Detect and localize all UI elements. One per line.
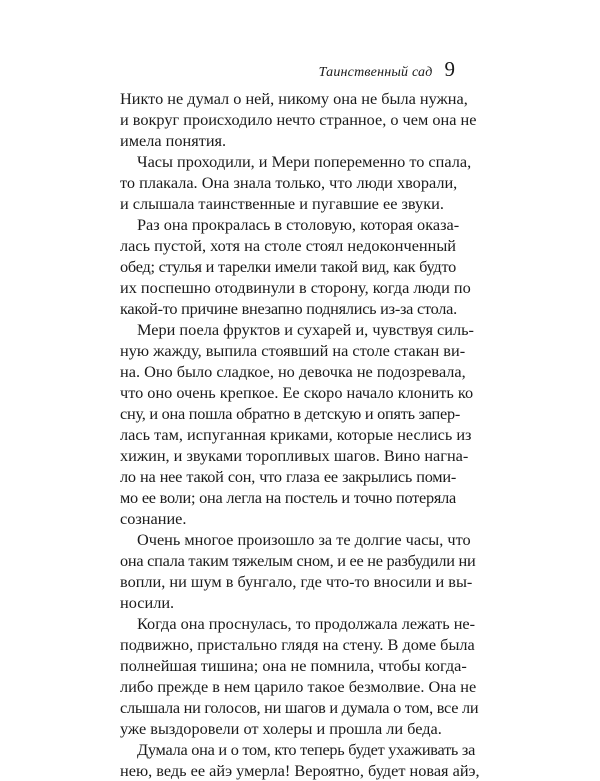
page-number: 9: [444, 57, 455, 81]
text-line: Раз она прокралась в столовую, которая оказа-: [137, 215, 460, 234]
text-line: вопли, ни шум в бунгало, где что-то вносили и вы-: [120, 572, 473, 591]
text-line: обед; стулья и тарелки имели такой вид, как будто: [120, 257, 456, 276]
text-line: хижин, и звуками торопливых шагов. Вино нагна-: [120, 446, 469, 465]
text-line: сну, и она пошла обратно в детскую и опять запер-: [120, 404, 461, 423]
text-line: ло на нее такой сон, что глаза ее закрылись поми-: [120, 467, 456, 486]
text-line: их поспешно отодвинули в сторону, когда люди по: [120, 278, 471, 297]
text-line: Мери поела фруктов и сухарей и, чувствуя силь-: [137, 320, 474, 339]
text-line: Часы проходили, и Мери попеременно то спала,: [137, 152, 472, 171]
text-line: Когда она проснулась, то продолжала лежать не-: [137, 614, 476, 633]
text-line: Никто не думал о ней, никому она не была нужна,: [120, 89, 468, 108]
running-head: [319, 57, 455, 82]
text-line: что оно очень крепкое. Ее скоро начало клонить ко: [120, 383, 474, 402]
text-line: и вокруг происходило нечто странное, о чем она не: [120, 110, 477, 129]
text-line: полнейшая тишина; она не помнила, чтобы когда-: [120, 656, 467, 675]
text-line: лась пустой, хотя на столе стоял недоконченный: [120, 236, 456, 255]
text-line: имела понятия.: [120, 131, 227, 150]
text-line: какой-то причине внезапно поднялись из-за стола.: [120, 299, 457, 318]
text-line: либо прежде в нем царило такое безмолвие. Она не: [120, 677, 477, 696]
text-line: уже выздоровели от холеры и прошла ли беда.: [120, 719, 442, 738]
text-line: и слышала таинственные и пугавшие ее звуки.: [120, 194, 444, 213]
text-line: сознание.: [120, 509, 187, 528]
body-text: [120, 88, 480, 781]
text-line: на. Оно было сладкое, но девочка не подозревала,: [120, 362, 466, 381]
text-line: Думала она и о том, кто теперь будет ухаживать за: [137, 740, 476, 759]
text-line: лась там, испуганная криками, которые неслись из: [120, 425, 472, 444]
text-line: ную жажду, выпила стоявший на столе стакан ви-: [120, 341, 466, 360]
text-line: Очень многое произошло за те долгие часы, что: [137, 530, 471, 549]
text-line: она спала таким тяжелым сном, и ее не разбудили ни: [120, 551, 476, 570]
text-line: подвижно, пристально глядя на стену. В доме была: [120, 635, 475, 654]
running-title: Таинственный сад: [318, 65, 433, 80]
text-line: мо ее воли; она легла на постель и точно потеряла: [120, 488, 456, 507]
text-line: то плакала. Она знала только, что люди хворали,: [120, 173, 458, 192]
text-line: носили.: [120, 593, 175, 612]
text-line: слышала ни голосов, ни шагов и думала о том, все ли: [120, 698, 479, 717]
text-line: нею, ведь ее айэ умерла! Вероятно, будет новая айэ,: [120, 761, 480, 780]
